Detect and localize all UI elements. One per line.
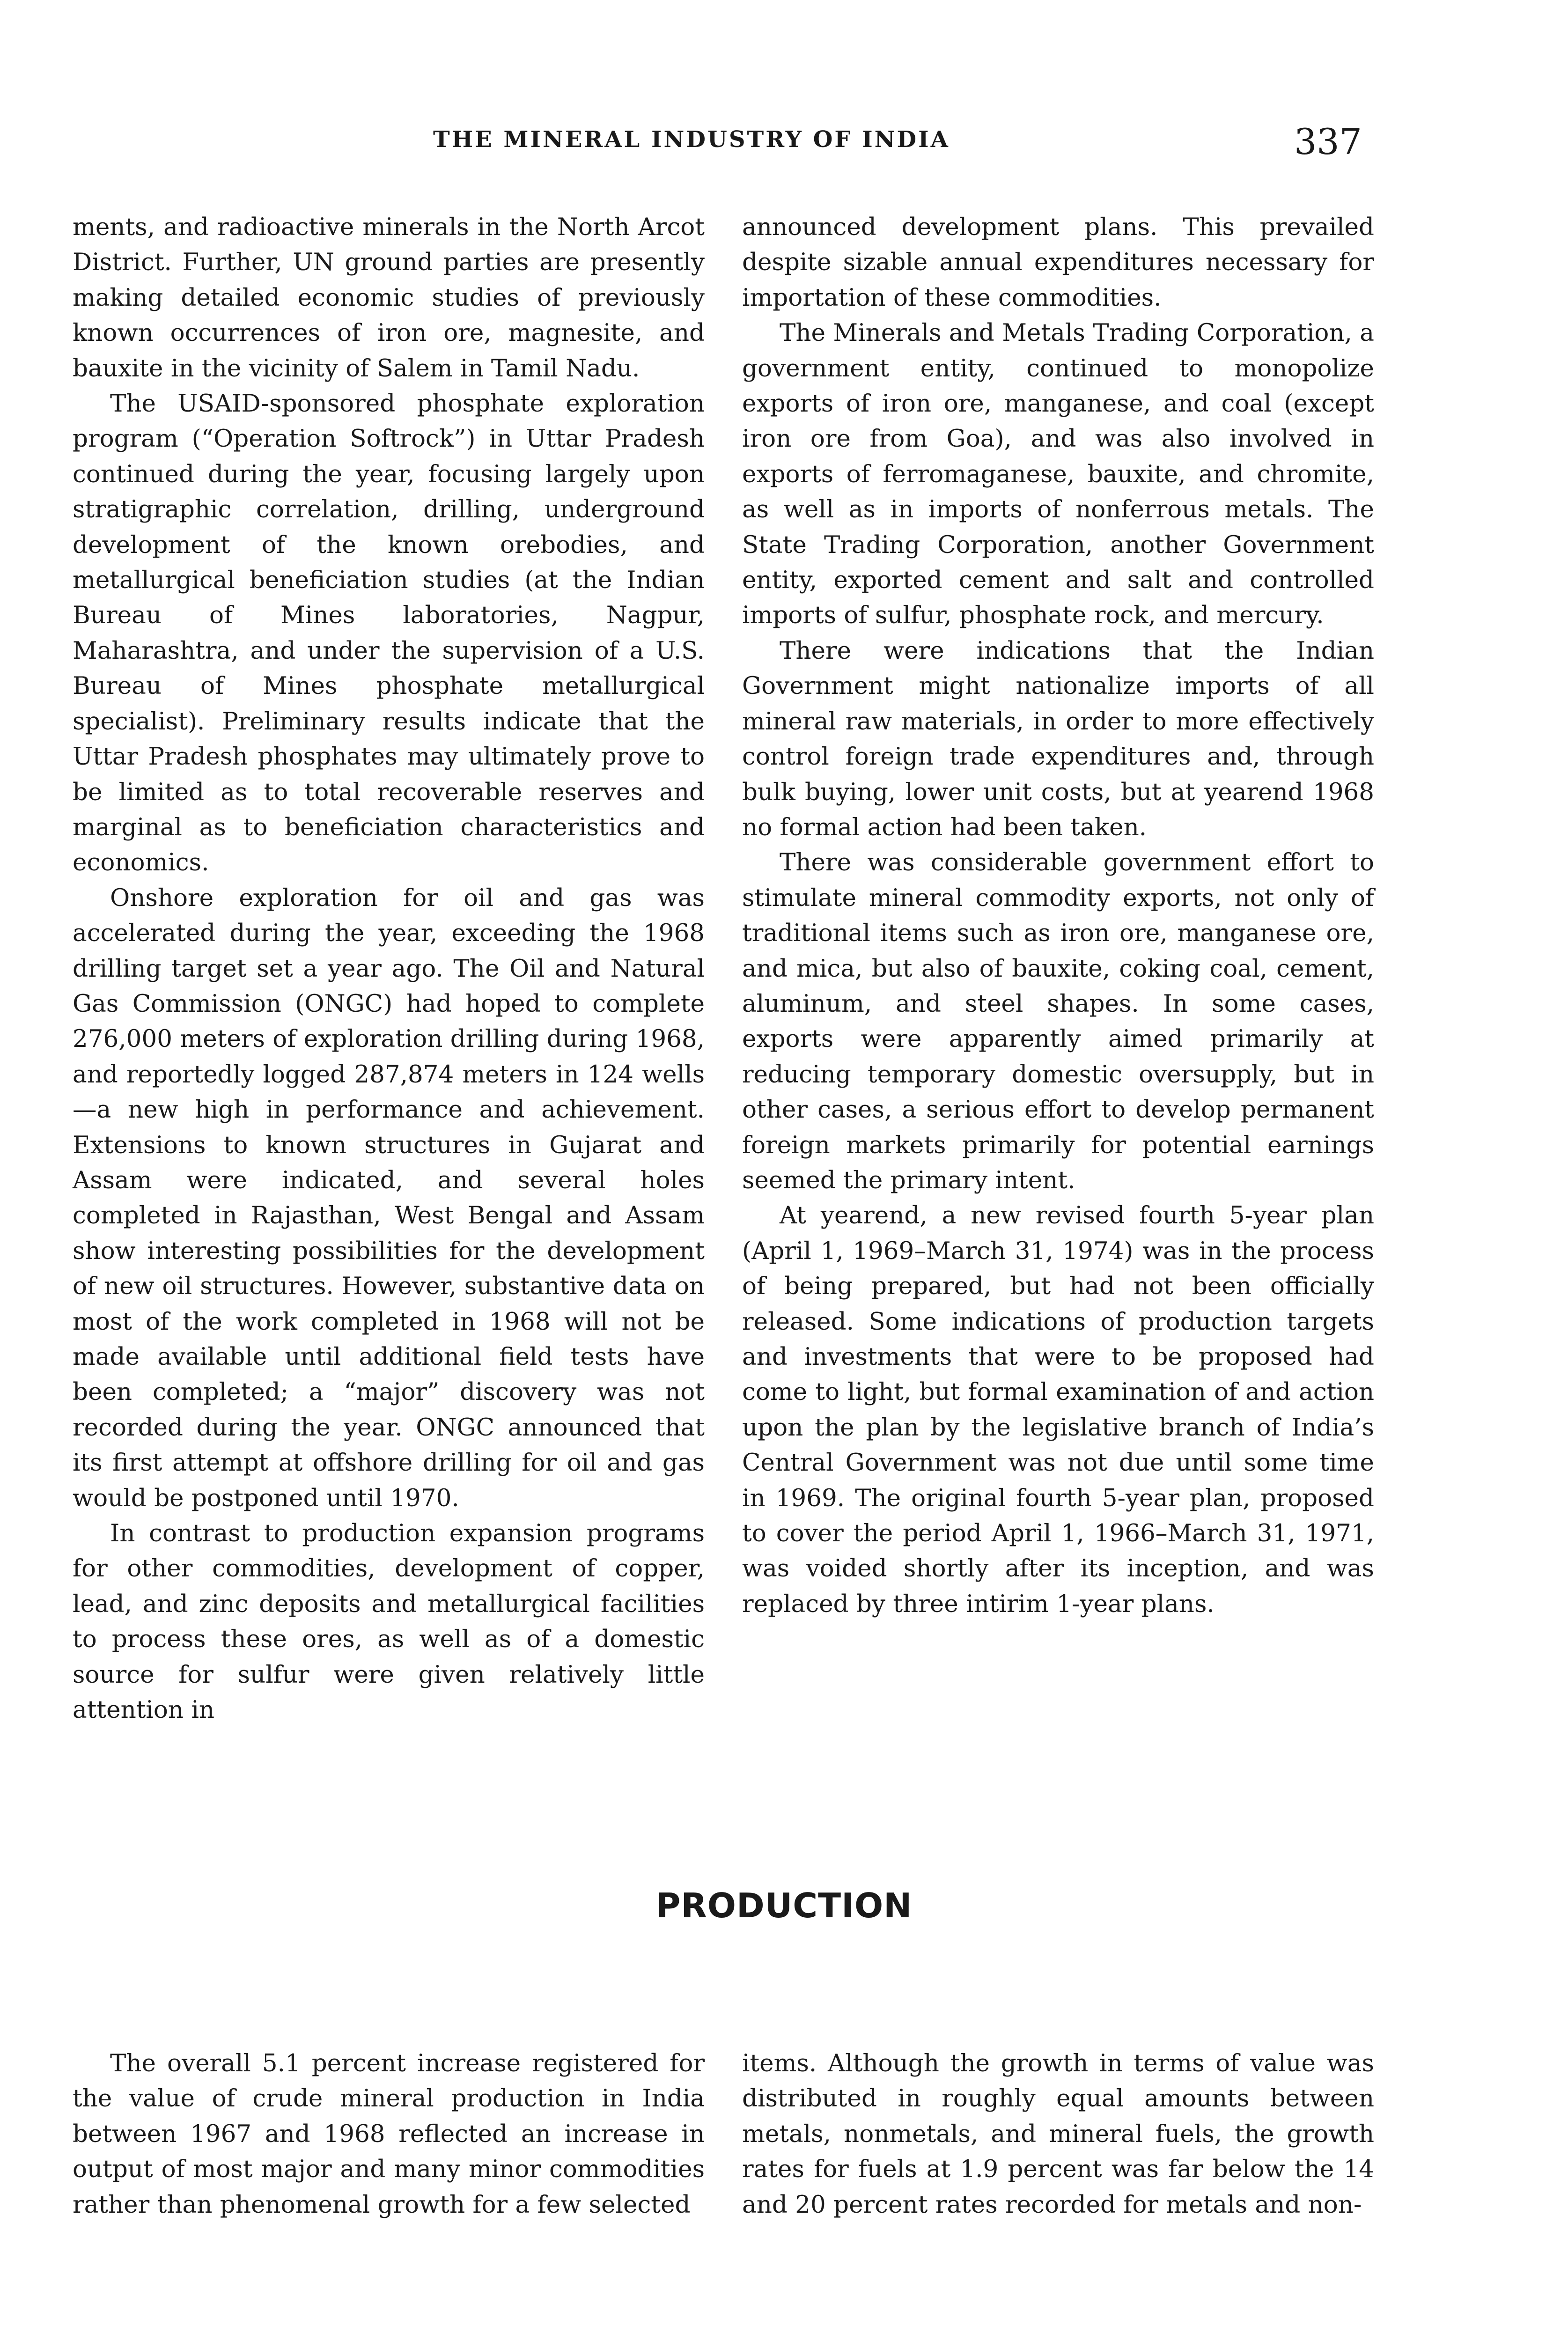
- right-column-bottom: [742, 2046, 1374, 2223]
- paragraph: The USAID-sponsored phosphate exploration program (“Operation Softrock”) in Uttar Pradesh continued during the year, focusing largely upon stratigraphic correlation, drilling, underground development of the known orebodies, and metallurgical beneficiation studies (at the Indian Bureau of Mines laboratories, Nagpur, Maharashtra, and under the supervision of a U.S. Bureau of Mines phosphate metallurgical specialist). Preliminary results indicate that the Uttar Pradesh phosphates may ultimately prove to be limited as to total recoverable reserves and marginal as to beneficiation characteristics and economics.: [73, 390, 705, 877]
- paragraph: ments, and radioactive minerals in the North Arcot District. Further, UN ground parties are presently making detailed economic studies of previously known occurrences of iron ore, magnesite, and bauxite in the vicinity of Salem in Tamil Nadu.: [73, 213, 705, 383]
- page-number: 337: [1294, 121, 1362, 162]
- paragraph: There were indications that the Indian Government might nationalize imports of all mineral raw materials, in order to more effectively control foreign trade expenditures and, through bulk buying, lower unit costs, but at yearend 1968 no formal action had been taken.: [742, 636, 1374, 841]
- left-column-top: [73, 210, 705, 1728]
- right-column-top: [742, 210, 1374, 1622]
- paragraph: Onshore exploration for oil and gas was accelerated during the year, exceeding the 1968 drilling target set a year ago. The Oil and Natural Gas Commission (ONGC) had hoped to complete 276,000 meters of exploration drilling during 1968, and reportedly logged 287,874 meters in 124 wells —a new high in performance and achievement. Extensions to known structures in Gujarat and Assam were indicated, and several holes completed in Rajasthan, West Bengal and Assam show interesting possibilities for the development of new oil structures. However, substantive data on most of the work completed in 1968 will not be made available until additional field tests have been completed; a “major” discovery was not recorded during the year. ONGC announced that its first attempt at offshore drilling for oil and gas would be postponed until 1970.: [73, 883, 705, 1512]
- paragraph: There was considerable government effort to stimulate mineral commodity exports, not only of traditional items such as iron ore, manganese ore, and mica, but also of bauxite, coking coal, cement, aluminum, and steel shapes. In some cases, exports were apparently aimed primarily at reducing temporary domestic oversupply, but in other cases, a serious effort to develop permanent foreign markets primarily for potential earnings seemed the primary intent.: [742, 848, 1374, 1194]
- section-heading-production: PRODUCTION: [655, 1886, 913, 1925]
- running-title: THE MINERAL INDUSTRY OF INDIA: [433, 126, 950, 153]
- running-header: [0, 121, 1568, 162]
- left-column-bottom: [73, 2046, 705, 2223]
- paragraph: In contrast to production expansion programs for other commodities, development of copper, lead, and zinc deposits and metallurgical facilities to process these ores, as well as of a domestic source for sulfur were given relatively little attention in: [73, 1519, 705, 1724]
- paragraph: announced development plans. This prevailed despite sizable annual expenditures necessary for importation of these commodities.: [742, 213, 1374, 312]
- paragraph: At yearend, a new revised fourth 5-year plan (April 1, 1969–March 31, 1974) was in the process of being prepared, but had not been officially released. Some indications of production targets and investments that were to be proposed had come to light, but formal examination of and action upon the plan by the legislative branch of India’s Central Government was not due until some time in 1969. The original fourth 5-year plan, proposed to cover the period April 1, 1966–March 31, 1971, was voided shortly after its inception, and was replaced by three intirim 1-year plans.: [742, 1201, 1374, 1618]
- paragraph: The overall 5.1 percent increase registered for the value of crude mineral production in India between 1967 and 1968 reflected an increase in output of most major and many minor commodities rather than phenomenal growth for a few selected: [73, 2049, 705, 2219]
- paragraph: The Minerals and Metals Trading Corporation, a government entity, continued to monopolize exports of iron ore, manganese, and coal (except iron ore from Goa), and was also involved in exports of ferromaganese, bauxite, and chromite, as well as in imports of nonferrous metals. The State Trading Corporation, another Government entity, exported cement and salt and controlled imports of sulfur, phosphate rock, and mercury.: [742, 319, 1374, 630]
- paragraph: items. Although the growth in terms of value was distributed in roughly equal amounts between metals, nonmetals, and mineral fuels, the growth rates for fuels at 1.9 percent was far below the 14 and 20 percent rates recorded for metals and non-: [742, 2049, 1374, 2219]
